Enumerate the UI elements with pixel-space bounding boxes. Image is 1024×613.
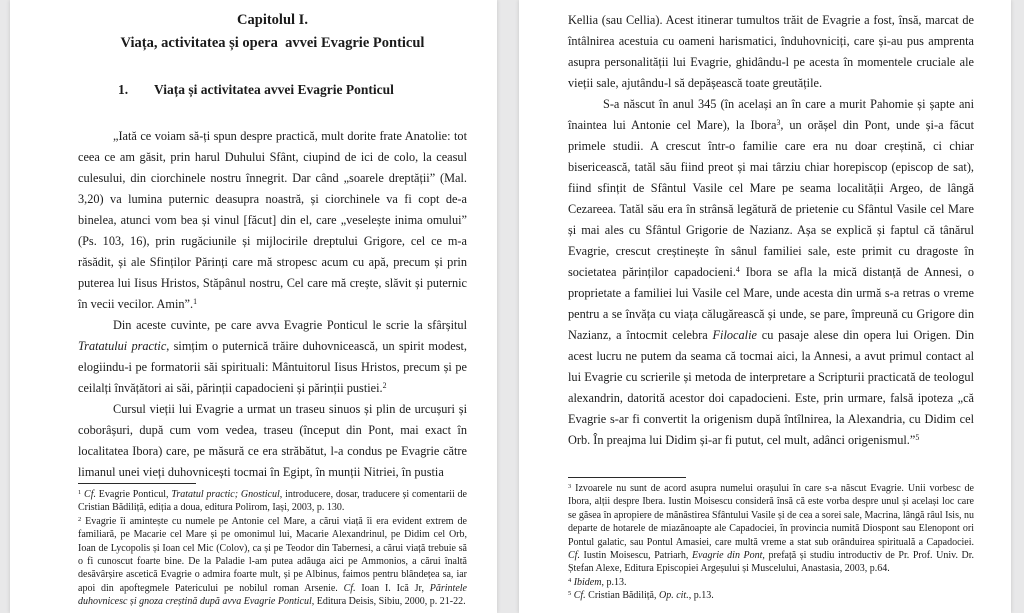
footnote-separator xyxy=(78,483,196,484)
footnote: $^3$ Izvoarele nu sunt de acord asupra numelui orașului în care s-a născut Evagrie. Unii vorbesc de Ibora, alții despre Ibera. Iustin Moisescu consideră însă că este vorba despre unul și același loc care se găsea în apropiere de mănăstirea Sfântului Vasile și de cea a sorei sale, Macrina, lângă râul Isis, nu departe de hotarele de miazănoapte ale Capadociei, în provincia numită Diospont sau Elenopont ori Pontul galatic, sau Pontul Amasiei, care multă vreme a stat sub orânduirea spirituală a Capadociei. Cf. Iustin Moisescu, Patriarh, Evagrie din Pont, prefață și studiu introductiv de Pr. Prof. Univ. Dr. Ștefan Alexe, Editura Episcopiei Argeșului și Muscelului, Anastasia, 2003, p.64. xyxy=(568,483,975,575)
chapter-subtitle: Viața, activitatea și opera avvei Evagrie Ponticul xyxy=(120,35,425,51)
section-heading xyxy=(118,81,467,99)
footnote: $^4$ Ibidem, p.13. xyxy=(568,576,627,588)
footnote-list-left xyxy=(78,488,467,609)
paragraph: Kellia (sau Cellia). Acest itinerar tumultos trăit de Evagrie a fost, însă, marcat de întâlnirea acestuia cu oameni harismatici, înduhovniciți, care și-au pus amprenta asupra personalității lui Evagrie, ghidându-l pe acesta în momentele cruciale ale vieții sale, ajutându-l să depășească toate greutățile. xyxy=(568,13,974,90)
chapter-title: Capitolul I. xyxy=(237,12,308,28)
paragraph: Cursul vieții lui Evagrie a urmat un traseu sinuos și plin de urcușuri și coborâșuri, după cum vom vedea, traseu (început din Pont, mai exact în localitatea Ibora) care, pe măsură ce era străbătut, l-a condus pe Evagrie către limanul unei vieți duhovnicești tocmai în Egipt, în munții Nitriei, în pustia xyxy=(78,402,467,479)
footnotes-left xyxy=(78,483,467,609)
paragraph: S-a născut în anul 345 (în același an în care a murit Pahomie și șapte ani înaintea lui Antonie cel Mare), la Ibora$^3$, un orășel din Pont, unde și-a făcut primele studii. A crescut într-o familie care era nu doar creștină, ci chiar bisericească, tatăl său fiind preot și mai târziu chiar horepiscop (episcop de sat), fiind sfințit de Sfântul Vasile cel Mare pe seama localității Argeo, de lângă Cezareea. Tatăl său era în strânsă legătură de prietenie cu Sfântul Vasile cel Mare și mai ales cu Sfântul Grigorie de Nazianz. Așa se explică și faptul că tânărul Evagrie, crescut creștinește în sânul familiei sale, este primit cu dragoste în societatea părinților capadocieni.$^4$ Ibora se afla la mică distanță de Annesi, o proprietate a familiei lui Vasile cel Mare, unde acesta din urmă s-a retras o vreme pentru a se învăța cu viața călugărească și unde, se pare, împreună cu Grigore din Nazianz, a întocmit celebra Filocalie cu pasaje alese din opera lui Origen. Din acest lucru ne putem da seama că tocmai aici, la Annesi, a avut primul contact al lui Evagrie cu scrierile și metoda de interpretare a Scripturii practicată de teologul alexandrin, datorită acestor doi capadocieni. Este, prin urmare, falsă ipoteza „că Evagrie s-ar fi convertit la origenism după întîlnirea, la Alexandria, cu Didim cel Orb. În preajma lui Didim și-ar fi putut, cel mult, adânci origenismul.”$^5$ xyxy=(568,97,975,447)
body-text-left xyxy=(78,126,467,483)
page-right[interactable] xyxy=(519,0,1011,613)
paragraph: Din aceste cuvinte, pe care avva Evagrie Ponticul le scrie la sfârșitul Tratatului practic, simțim o puternică trăire duhovnicească, un spirit modest, elogiindu-i pe formatorii săi spirituali: Mântuitorul Iisus Hristos, precum și pe ceilalți învățători ai săi, părinții capadocieni și părinții pustiei.$^2$ xyxy=(78,318,467,395)
paragraph: „Iată ce voiam să-ți spun despre practică, mult dorite frate Anatolie: tot ceea ce am găsit, prin harul Duhului Sfânt, ciupind de ici de colo, la ceasul culesului, din ciorchinele nostru înnegrit. Dar când „soarele dreptății” (Mal. 3,20) va lumina puternic deasupra noastră, și ciorchinele va fi copt de-a binelea, atunci vom bea și vinul [făcut] din el, care „veselește inima omului” (Ps. 103, 16), prin rugăciunile și mijlocirile dreptului Grigore, cel ce m-a răsădit, și ale Sfinților Părinți care mă stropesc acum cu apă, precum și prin puterea lui Iisus Hristos, Stăpânul nostru, Cel care mă crește, slăvit și puternic în vecii vecilor. Amin”.$^1$ xyxy=(78,129,467,311)
page-left[interactable] xyxy=(10,0,497,613)
page-right-content xyxy=(519,0,1011,451)
footnote: $^2$ Evagrie îi amintește cu numele pe Antonie cel Mare, a cărui viață îi era evident extrem de familiară, pe Macarie cel Mare și pe omonimul lui, Macarie Alexandrinul, pe Didim cel Orb, Ioan de Lycopolis și Ioan cel Mic (Colov), ca și pe Teodor din Tabernesi, a cărui viață trebuie să o fi cunoscut foarte bine. De la Paladie l-am putea adăuga aici pe Ammonios, a cărui înaltă desăvârșire ascetică Evagrie o admira foarte mult, și pe Albinus, faimos pentru blândețea sa, iar apoi din apoftegmele Patericului pe nobilul roman Arsenie. Cf. Ioan I. Ică Jr, Părintele duhovnicesc și gnoza creștină după avva Evagrie Ponticul, Editura Deisis, Sibiu, 2000, p. 21-22. xyxy=(78,515,467,608)
section-title: Viața și activitatea avvei Evagrie Ponticul xyxy=(154,82,394,97)
footnote-list-right xyxy=(568,482,974,603)
footnote-separator xyxy=(568,477,686,478)
footnote: $^5$ Cf. Cristian Bădiliță, Op. cit., p.13. xyxy=(568,590,714,602)
section-number: 1. xyxy=(118,82,129,97)
footnote: $^1$ Cf. Evagrie Ponticul, Tratatul practic; Gnosticul, introducere, dosar, traducere și comentarii de Cristian Bădiliță, ediția a doua, editura Polirom, Iași, 2003, p. 130. xyxy=(78,489,468,514)
body-text-right xyxy=(568,10,974,451)
page-left-content xyxy=(10,0,497,483)
footnotes-right xyxy=(568,477,974,603)
